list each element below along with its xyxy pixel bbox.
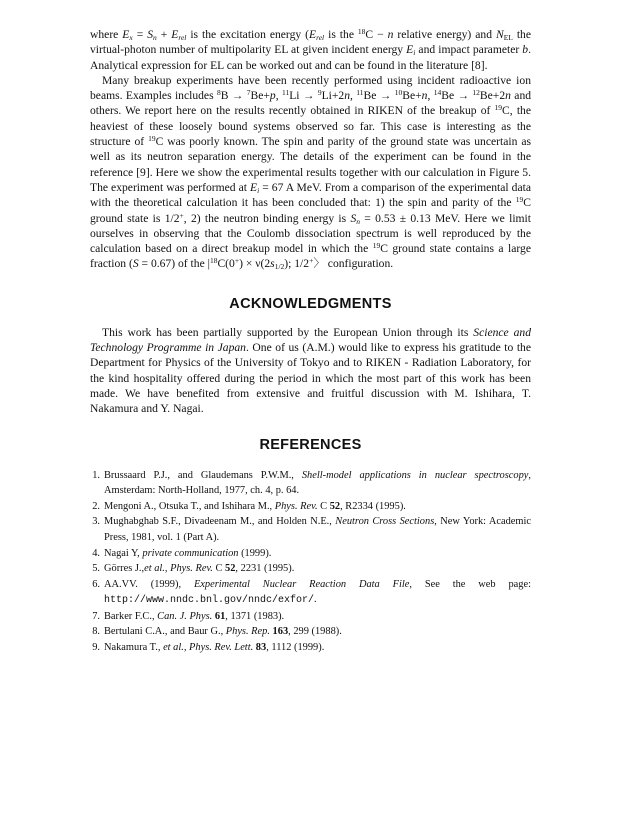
acknowledgments-paragraph: This work has been partially supported by the European Union through its Science and Technology Programme in Japan. One of us (A.M.) would like to express his gratitude to the Department for Physics of the University of Tokyo and to RIKEN - Radiation Laboratory, for the kind hospitality offered during the period in which the most part of this work has been made. We have benefited from extensive and fruitful discussion with M. Ishihara, T. Nakamura and Y. Nagai. xyxy=(90,325,531,416)
reference-item: 5. Görres J.,et al., Phys. Rev. C 52, 2231 (1995). xyxy=(92,563,295,575)
reference-item: 3. Mughabghab S.F., Divadeenam M., and Holden N.E., Neutron Cross Sections, New York: Academic Press, 1981, vol. 1 (Part A). xyxy=(92,516,531,543)
intro-paragraph: where $E_x = S_n + E_{rel}$ is the excitation energy ($E_{rel}$ is the $^{18}$C − n relative energy) and $N_{EL}$ the virtual-photon number of multipolarity EL at given incident energy $E_i$ and impact parameter b. Analytical expression for EL can be worked out and can be found in the literature [8]. xyxy=(90,27,531,72)
breakup-paragraph: Many breakup experiments have been recently performed using incident radioactive ion beams. Examples includes $^8$B → $^7$Be+p, $^{11}$Li → $^9$Li+2n, $^{11}$Be → $^{10}$Be+n, $^{14}$Be → $^{12}$Be+2n and others. We report here on the results recently obtained in RIKEN of the breakup of $^{19}$C, the heaviest of these loosely bound systems observed so far. This case is interesting as the structure of $^{19}$C was poorly known. The spin and parity of the ground state was uncertain as well as its neutron separation energy. The details of the experiment can be found in the reference [9]. Here we show the experimental results together with our calculation in Figure 5. The experiment was performed at $E_i = 67$ A MeV. From a comparison of the experimental data with the theoretical calculation it has been concluded that: 1) the spin and parity of the $^{19}$C ground state is 1/2+, 2) the neutron binding energy is $S_n = 0.53 \pm 0.13$ MeV. Here we limit ourselves in observing that the Coulomb dissociation spectrum is well reproduced by the calculation based on a direct breakup model in which the $^{19}$C ground state contains a large fraction (S = 0.67) of the $|^{18}C(0^+) \times \nu(2s_{1/2})$; 1/2+〉 configuration. xyxy=(90,73,532,272)
references-heading: REFERENCES xyxy=(259,436,362,453)
reference-item: 2. Mengoni A., Otsuka T., and Ishihara M., Phys. Rev. C 52, R2334 (1995). xyxy=(92,500,406,512)
paper-page xyxy=(90,27,531,656)
reference-item: 1. Brussaard P.J., and Glaudemans P.W.M., Shell-model applications in nuclear spectroscopy, Amsterdam: North-Holland, 1977, ch. 4, p. 64. xyxy=(92,469,531,497)
acknowledgments-heading: ACKNOWLEDGMENTS xyxy=(229,295,392,312)
exfor-link[interactable]: http://www.nndc.bnl.gov/nndc/exfor/ xyxy=(104,595,315,607)
reference-item: 8. Bertulani C.A., and Baur G., Phys. Rep. 163, 299 (1988). xyxy=(92,626,342,638)
reference-item: 4. Nagai Y, private communication (1999). xyxy=(92,547,272,559)
reference-item: 9. Nakamura T., et al., Phys. Rev. Lett. 83, 1112 (1999). xyxy=(92,642,325,654)
reference-list xyxy=(90,468,531,656)
reference-item: 7. Barker F.C., Can. J. Phys. 61, 1371 (1983). xyxy=(92,610,285,622)
reference-item: 6. AA.VV. (1999), Experimental Nuclear Reaction Data File, See the web page: http://www.nndc.bnl.gov/nndc/exfor/. xyxy=(92,578,531,607)
